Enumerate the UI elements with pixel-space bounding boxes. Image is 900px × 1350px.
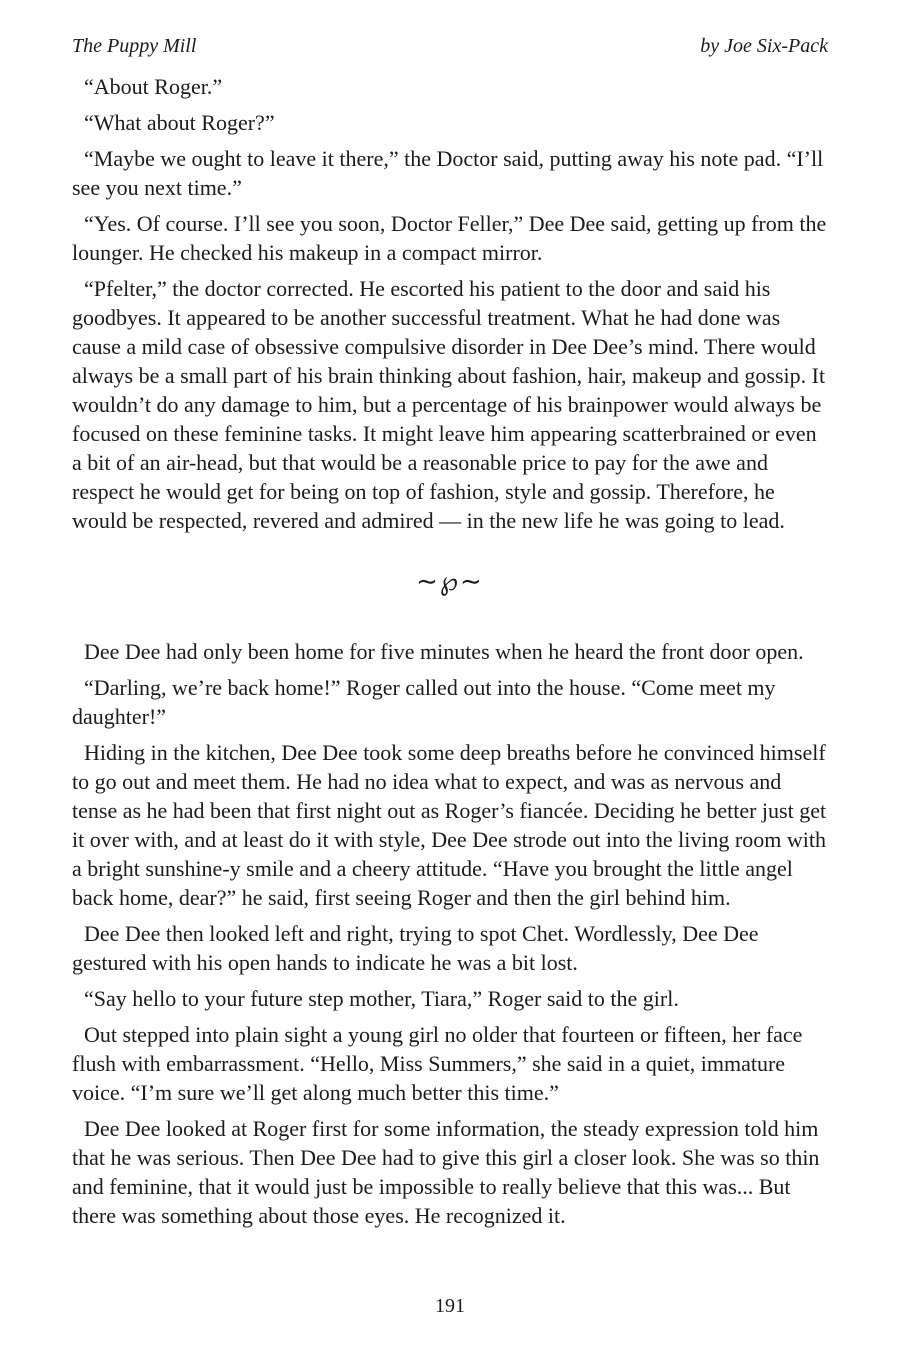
paragraph: “Maybe we ought to leave it there,” the Doctor said, putting away his note pad. “I’ll see you next time.”: [72, 146, 824, 200]
paragraph: “Yes. Of course. I’ll see you soon, Doctor Feller,” Dee Dee said, getting up from the lounger. He checked his makeup in a compact mirror.: [72, 211, 827, 265]
paragraph: Dee Dee then looked left and right, trying to spot Chet. Wordlessly, Dee Dee gestured with his open hands to indicate he was a bit lost.: [72, 921, 759, 975]
running-header: [0, 0, 900, 58]
paragraph: Hiding in the kitchen, Dee Dee took some deep breaths before he convinced himself to go out and meet them. He had no idea what to expect, and was as nervous and tense as he had been that first night out as Roger’s fiancée. Deciding he better just get it over with, and at least do it with style, Dee Dee strode out into the living room with a bright sunshine-y smile and a cheery attitude. “Have you brought the little angel back home, dear?” he said, first seeing Roger and then the girl behind him.: [72, 740, 827, 910]
paragraph: Dee Dee had only been home for five minutes when he heard the front door open.: [84, 639, 804, 664]
paragraph: Out stepped into plain sight a young girl no older that fourteen or fifteen, her face flush with embarrassment. “Hello, Miss Summers,” she said in a quiet, immature voice. “I’m sure we’ll get along much better this time.”: [72, 1022, 803, 1105]
section-1: [72, 72, 828, 535]
section-divider: [72, 567, 828, 597]
paragraph: “About Roger.”: [84, 74, 223, 99]
paragraph: “Darling, we’re back home!” Roger called out into the house. “Come meet my daughter!”: [72, 675, 776, 729]
paragraph: Dee Dee looked at Roger first for some information, the steady expression told him that he was serious. Then Dee Dee had to give this girl a closer look. She was so thin and feminine, that it would just be impossible to really believe that this was... But there was something about those eyes. He recognized it.: [72, 1116, 820, 1228]
fleuron-ornament-icon: ∼℘∼: [416, 567, 484, 596]
section-2: [72, 637, 828, 1230]
book-title: The Puppy Mill: [72, 35, 197, 57]
page-body-text: [0, 58, 900, 1230]
paragraph: “Pfelter,” the doctor corrected. He escorted his patient to the door and said his goodbyes. It appeared to be another successful treatment. What he had done was cause a mild case of obsessive compulsive disorder in Dee Dee’s mind. There would always be a small part of his brain thinking about fashion, hair, makeup and gossip. It wouldn’t do any damage to him, but a percentage of his brainpower would always be focused on these feminine tasks. It might leave him appearing scatterbrained or even a bit of an air-head, but that would be a reasonable price to pay for the awe and respect he would get for being on top of fashion, style and gossip. Therefore, he would be respected, revered and admired — in the new life he was going to lead.: [72, 276, 826, 533]
paragraph: “What about Roger?”: [84, 110, 275, 135]
page-number: 191: [435, 1295, 465, 1317]
book-author: by Joe Six-Pack: [700, 35, 828, 57]
paragraph: “Say hello to your future step mother, Tiara,” Roger said to the girl.: [84, 986, 679, 1011]
